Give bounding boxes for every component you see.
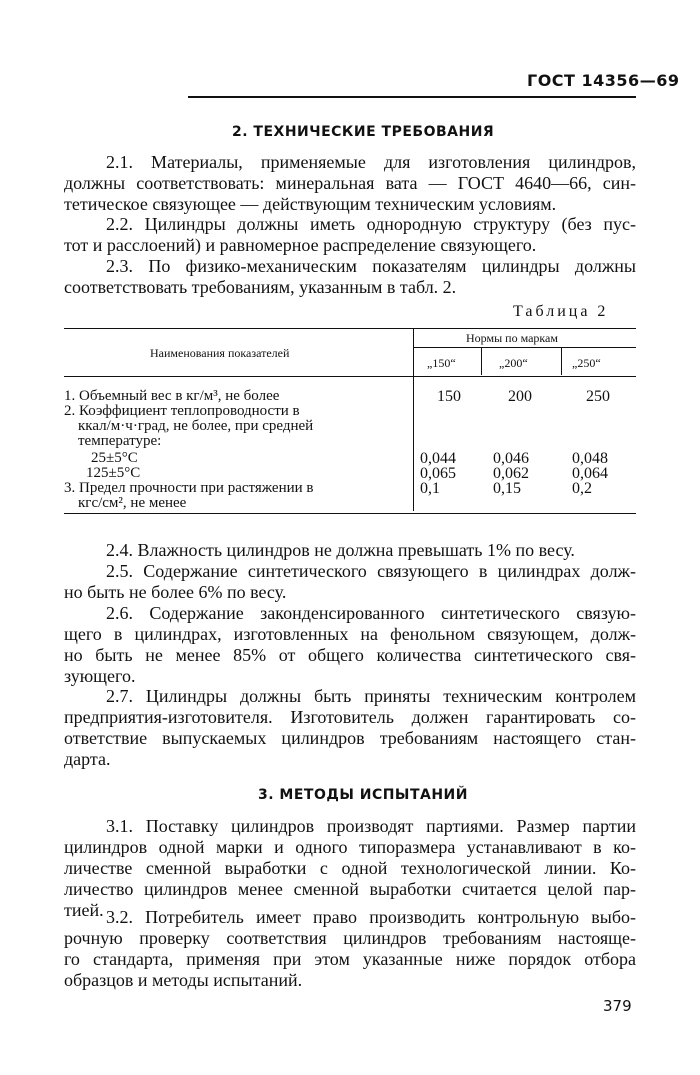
paragraph-line: предприятия-изготовителя. Изготовитель должен гарантировать со- [64, 707, 636, 727]
table-cell-value: 0,15 [493, 480, 521, 497]
table-mark-divider [561, 347, 562, 375]
table-top-rule [64, 328, 636, 329]
paragraph-line: личестве сменной выработки с одной технологической линии. Ко- [64, 858, 636, 878]
paragraph-2-6 [64, 603, 636, 687]
paragraph-line: ответствие выпускаемых цилиндров требованиям настоящего стан- [64, 728, 636, 748]
table-row-label: температуре: [78, 433, 162, 449]
table-row-label: 2. Коэффициент теплопроводности в [64, 403, 300, 419]
paragraph-2-7 [64, 686, 636, 770]
table-cell-value: 0,046 [493, 450, 529, 467]
paragraph-line: 2.3. По физико-механическим показателям цилиндры должны [106, 256, 636, 276]
table-cell-value: 0,064 [572, 465, 608, 482]
paragraph-3-1 [64, 816, 636, 921]
table-cell-value: 150 [437, 388, 461, 405]
table-cell-value: 200 [508, 388, 532, 405]
paragraph-line: зующего. [64, 666, 136, 686]
table-cell-value: 0,048 [572, 450, 608, 467]
table-norms-rule [413, 347, 636, 348]
document-code: ГОСТ 14356—69 [527, 71, 680, 90]
table-caption: Таблица 2 [513, 303, 609, 320]
paragraph-line: го стандарта, применяя при этом указанные ниже порядок отбора [64, 949, 636, 969]
paragraph-2-3 [64, 256, 636, 298]
table-row-label: 3. Предел прочности при растяжении в [64, 480, 314, 496]
table-mark-250: „250“ [572, 356, 601, 370]
table-header-norms: Нормы по маркам [466, 331, 558, 345]
header-rule [188, 96, 636, 98]
paragraph-line: 2.4. Влажность цилиндров не должна превышать 1% по весу. [106, 540, 575, 560]
paragraph-line: но быть не менее 85% от общего количества синтетического свя- [64, 645, 636, 665]
paragraph-line: щего в цилиндрах, изготовленных на фенольном связующем, долж- [64, 624, 636, 644]
table-body-divider [413, 376, 414, 511]
paragraph-line: 3.1. Поставку цилиндров производят партиями. Размер партии [106, 816, 636, 836]
paragraph-3-2 [64, 907, 636, 991]
paragraph-line: дарта. [64, 749, 111, 769]
table-row-label: 125±5°С [86, 465, 141, 481]
table-header-bottom-rule [64, 376, 636, 377]
paragraph-line: должны соответствовать: минеральная вата — ГОСТ 4640—66, син- [64, 173, 636, 193]
paragraph-line: 2.5. Содержание синтетического связующего в цилиндрах долж- [106, 561, 636, 581]
paragraph-line: рочную проверку соответствия цилиндров требованиям настояще- [64, 928, 636, 948]
table-row-label: кгс/см², не менее [78, 495, 187, 511]
paragraph-line: тот и расслоений) и равномерное распределение связующего. [64, 235, 537, 255]
table-header-name: Наименования показателей [150, 346, 290, 360]
paragraph-line: тией. [64, 900, 104, 920]
paragraph-line: 2.7. Цилиндры должны быть приняты техническим контролем [106, 686, 636, 706]
paragraph-line: но быть не более 6% по весу. [64, 582, 287, 602]
table-mark-divider [481, 347, 482, 375]
paragraph-2-1 [64, 152, 636, 215]
section-3-title: 3. МЕТОДЫ ИСПЫТАНИЙ [258, 787, 468, 803]
table-cell-value: 0,2 [572, 480, 592, 497]
table-cell-value: 250 [586, 388, 610, 405]
table-mark-200: „200“ [499, 356, 528, 370]
paragraph-2-2 [64, 214, 636, 256]
paragraph-line: 3.2. Потребитель имеет право производить контрольную выбо- [106, 907, 636, 927]
table-cell-value: 0,1 [420, 480, 440, 497]
table-row-label: 1. Объемный вес в кг/м³, не более [64, 388, 280, 404]
paragraph-line: 2.2. Цилиндры должны иметь однородную структуру (без пус- [106, 214, 636, 234]
paragraph-line: личество цилиндров менее сменной выработки считается целой пар- [64, 879, 636, 899]
paragraph-line: образцов и методы испытаний. [64, 970, 303, 990]
table-row-label: ккал/м·ч·град, не более, при средней [78, 418, 314, 434]
table-row-label: 25±5°С [91, 450, 138, 466]
table-mark-150: „150“ [427, 356, 456, 370]
paragraph-2-4 [64, 540, 636, 561]
paragraph-line: соответствовать требованиям, указанным в табл. 2. [64, 277, 457, 297]
table-cell-value: 0,044 [420, 450, 456, 467]
section-2-title: 2. ТЕХНИЧЕСКИЕ ТРЕБОВАНИЯ [232, 124, 495, 140]
table-cell-value: 0,065 [420, 465, 456, 482]
paragraph-line: тетическое связующее — действующим техническим условиям. [64, 194, 557, 214]
page-number: 379 [603, 997, 632, 1015]
paragraph-line: цилиндров одной марки и одного типоразмера устанавливают в ко- [64, 837, 636, 857]
paragraph-line: 2.1. Материалы, применяемые для изготовления цилиндров, [106, 152, 636, 172]
table-cell-value: 0,062 [493, 465, 529, 482]
paragraph-2-5 [64, 561, 636, 603]
table-bottom-rule [64, 513, 636, 514]
paragraph-line: 2.6. Содержание законденсированного синтетического связую- [106, 603, 636, 623]
